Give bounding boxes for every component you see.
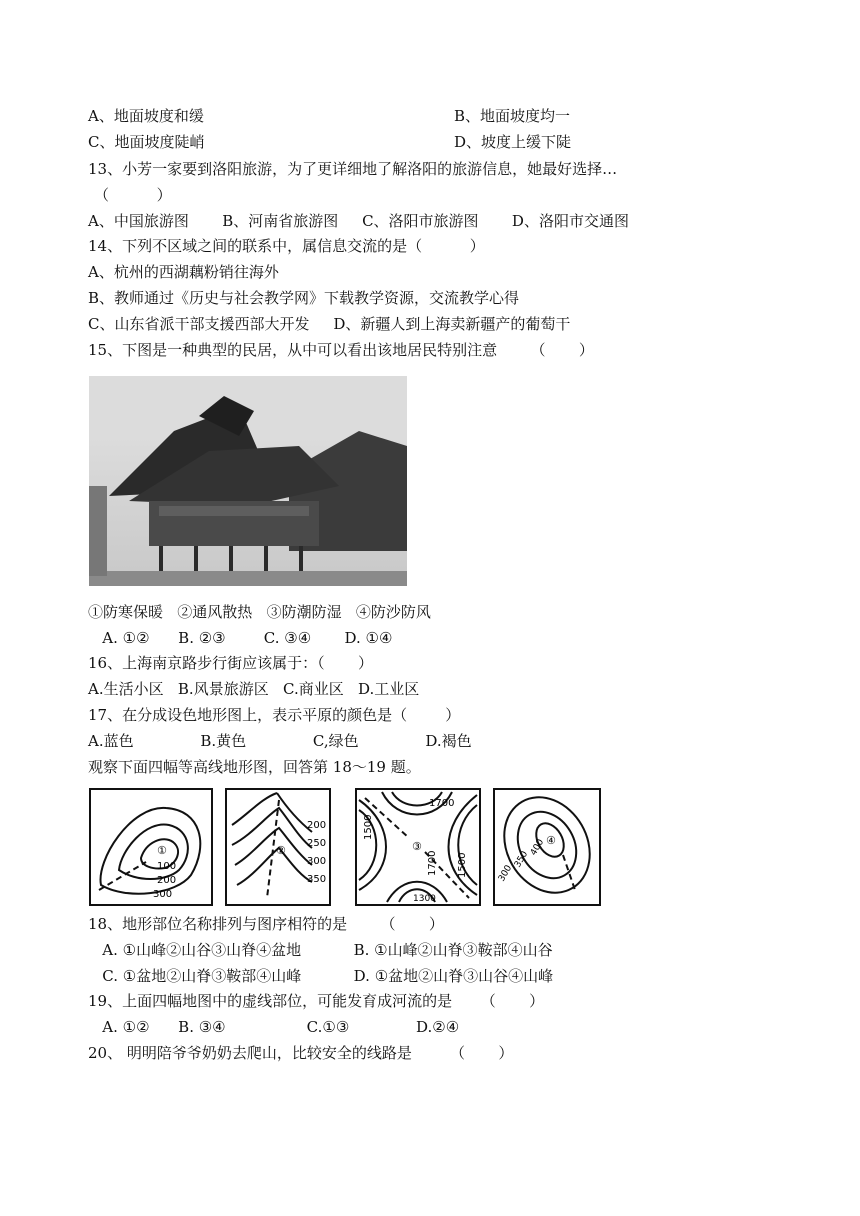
q15-items: ①防寒保暖 ②通风散热 ③防潮防湿 ④防沙防风 bbox=[88, 603, 431, 621]
contour-map-4-label-1: ④ bbox=[546, 834, 556, 847]
q12-option-b: B、地面坡度均一 bbox=[454, 107, 571, 125]
q13-options: A、中国旅游图 B、河南省旅游图 C、洛阳市旅游图 D、洛阳市交通图 bbox=[88, 212, 629, 230]
contour-map-3-label-4: 1700 bbox=[427, 850, 438, 876]
contour-map-3-label-1: 1700 bbox=[429, 798, 455, 809]
contour-map-2-label-4: 300 bbox=[307, 856, 327, 867]
contour-intro: 观察下面四幅等高线地形图，回答第 18～19 题。 bbox=[88, 758, 421, 776]
q18-options-cd: C. ①盆地②山脊③鞍部④山峰 D. ①盆地②山脊③山谷④山峰 bbox=[88, 967, 554, 985]
contour-map-2-label-2: 200 bbox=[307, 820, 327, 831]
contour-map-2-label-5: 350 bbox=[307, 874, 327, 885]
q13-stem: 13、小芳一家要到洛阳旅游，为了更详细地了解洛阳的旅游信息，她最好选择… bbox=[88, 160, 618, 178]
contour-map-2-label-1: ② bbox=[276, 844, 286, 857]
contour-map-1-label-1: ① bbox=[157, 844, 167, 857]
q16-stem: 16、上海南京路步行街应该属于：（ ） bbox=[88, 654, 373, 672]
q12-option-d: D、坡度上缓下陡 bbox=[454, 133, 572, 151]
q13-answer-paren: （ ） bbox=[94, 186, 172, 204]
contour-map-1-label-4: 300 bbox=[153, 889, 173, 900]
contour-map-3-graphic bbox=[357, 790, 479, 904]
q20-stem: 20、 明明陪爷爷奶奶去爬山，比较安全的线路是 （ ） bbox=[88, 1044, 514, 1062]
q14-stem: 14、下列不区域之间的联系中，属信息交流的是（ ） bbox=[88, 237, 485, 255]
contour-map-2 bbox=[225, 788, 331, 906]
q14-option-b: B、教师通过《历史与社会教学网》下载教学资源，交流教学心得 bbox=[88, 289, 520, 307]
contour-map-2-label-3: 250 bbox=[307, 838, 327, 849]
q12-option-c: C、地面坡度陡峭 bbox=[88, 133, 205, 151]
q14-option-cd: C、山东省派干部支援西部大开发 D、新疆人到上海卖新疆产的葡萄干 bbox=[88, 315, 571, 333]
contour-map-3-label-2: 1500 bbox=[363, 814, 374, 840]
contour-map-1 bbox=[89, 788, 213, 906]
q18-options-ab: A. ①山峰②山谷③山脊④盆地 B. ①山峰②山脊③鞍部④山谷 bbox=[88, 941, 553, 959]
q14-option-a: A、杭州的西湖藕粉销往海外 bbox=[88, 263, 279, 281]
q19-stem: 19、上面四幅地图中的虚线部位，可能发育成河流的是 （ ） bbox=[88, 992, 545, 1010]
contour-map-1-label-3: 200 bbox=[157, 875, 177, 886]
q19-options: A. ①② B. ③④ C.①③ D.②④ bbox=[88, 1018, 460, 1036]
q17-options: A.蓝色 B.黄色 C,绿色 D.褐色 bbox=[88, 732, 472, 750]
q12-option-a: A、地面坡度和缓 bbox=[88, 107, 204, 125]
q16-options: A.生活小区 B.风景旅游区 C.商业区 D.工业区 bbox=[88, 680, 420, 698]
stilt-house-illustration bbox=[89, 376, 407, 586]
contour-map-1-graphic bbox=[91, 790, 211, 904]
q18-stem: 18、地形部位名称排列与图序相符的是 （ ） bbox=[88, 915, 444, 933]
contour-maps bbox=[89, 788, 601, 906]
contour-map-4-label-3: 350 bbox=[512, 849, 531, 870]
contour-map-2-graphic bbox=[227, 790, 329, 904]
contour-map-4-graphic bbox=[495, 790, 599, 904]
contour-map-3-label-3: ③ bbox=[412, 840, 422, 853]
contour-map-3-label-5: 1500 bbox=[457, 852, 468, 878]
contour-map-4-label-4: 300 bbox=[496, 863, 515, 884]
contour-map-3-label-6: 1300 bbox=[413, 894, 436, 904]
contour-map-4 bbox=[493, 788, 601, 906]
stilt-house-photo bbox=[89, 376, 407, 586]
q17-stem: 17、在分成设色地形图上，表示平原的颜色是（ ） bbox=[88, 706, 461, 724]
contour-map-1-label-2: 100 bbox=[157, 861, 177, 872]
q15-stem: 15、下图是一种典型的民居，从中可以看出该地居民特别注意 （ ） bbox=[88, 341, 594, 359]
contour-map-4-label-2: 400 bbox=[528, 837, 547, 858]
q15-options: A. ①② B. ②③ C. ③④ D. ①④ bbox=[88, 629, 393, 647]
contour-map-3 bbox=[355, 788, 481, 906]
